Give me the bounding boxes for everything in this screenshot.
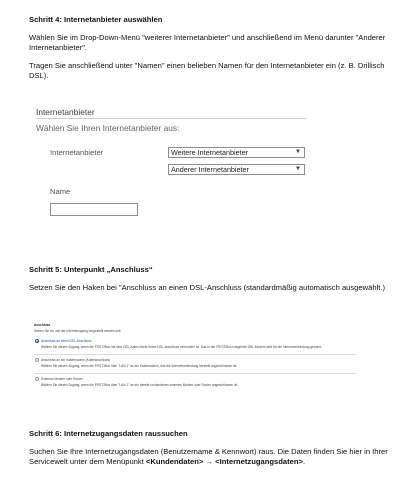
step5-paragraph: Setzen Sie den Haken bei "Anschluss an einen DSL-Anschluss (standardmäßig automatisch ausgewählt.) — [29, 283, 385, 292]
name-input[interactable] — [50, 203, 138, 216]
menu-customer-data: <Kundendaten> — [145, 457, 204, 467]
radio-router[interactable] — [35, 377, 39, 381]
step4-heading: Schritt 4: Internetanbieter auswählen — [29, 15, 163, 24]
menu-internet-access-data: <Internetzugangsdaten> — [215, 457, 303, 467]
name-label: Name — [50, 187, 71, 196]
option-cable-label: Anschluss an ein Kabelmodem (Kabelanschluss) — [41, 358, 111, 362]
option-router-label: Externes Modem oder Router — [41, 377, 83, 381]
provider-label: Internetanbieter — [50, 148, 104, 157]
step6-paragraph-text: Suchen Sie Ihre Internetzugangsdaten (Benutzername & Kennwort) raus. Die Daten finden Sie hier in Ihrer Servicewelt unter dem Menüpunkt — [29, 447, 388, 467]
step6-paragraph — [29, 447, 389, 467]
arrow-right-icon: → — [205, 457, 214, 467]
radio-dsl[interactable] — [35, 339, 39, 343]
divider — [34, 354, 356, 355]
step6-heading: Schritt 6: Internetzugangsdaten raussuchen — [29, 429, 188, 438]
step4-paragraph-2: Tragen Sie anschließend unter "Namen" einen belieben Namen für den Internetanbieter ein (z. B. Drillisch DSL). — [29, 61, 385, 81]
provider-category-value: Weitere Internetanbieter — [171, 148, 248, 157]
step4-paragraph-1: Wählen Sie im Drop-Down-Menü "weiterer Internetanbieter" und anschließend im Menü darunter "Anderer Internetanbieter". — [29, 33, 386, 53]
connection-panel-title: Anschluss — [34, 323, 51, 327]
divider — [34, 373, 356, 374]
option-dsl-description: Wählen Sie diesen Zugang, wenn die FRITZ!Box mit dem DSL-Kabel direkt Ihrem DSL-Anschluss verbunden ist. Das in der FRITZ!Box integrierte DSL-Modem wird für die Internetverbindung genutzt. — [41, 345, 322, 349]
step5-heading: Schritt 5: Unterpunkt „Anschluss“ — [29, 265, 153, 274]
provider-value: Anderer Internetanbieter — [171, 165, 249, 174]
provider-select[interactable] — [168, 164, 305, 175]
chevron-down-icon: ▼ — [295, 166, 301, 172]
provider-category-select[interactable] — [168, 147, 305, 158]
provider-panel-title: Internetanbieter — [36, 107, 95, 117]
connection-panel-intro: Geben Sie an, wie der Internetzugang hergestellt werden soll. — [34, 329, 122, 333]
option-cable-description: Wählen Sie diesen Zugang, wenn die FRITZ!Box über "LAN 1" an ein Kabelmodem, das die Internetverbindung herstellt angeschlossen ist. — [41, 364, 238, 368]
radio-cable[interactable] — [35, 358, 39, 362]
provider-panel-subtitle: Wählen Sie Ihren Internetanbieter aus: — [36, 123, 180, 133]
chevron-down-icon: ▼ — [295, 149, 301, 155]
option-router-description: Wählen Sie diesen Zugang, wenn die FRITZ!Box über "LAN 1" an ein bereits vorhandenes externes Modem oder Router angeschlossen ist. — [41, 383, 239, 387]
step6-period: . — [302, 457, 306, 467]
divider — [36, 118, 306, 119]
option-dsl-label: Anschluss an einen DSL-Anschluss — [41, 339, 92, 343]
